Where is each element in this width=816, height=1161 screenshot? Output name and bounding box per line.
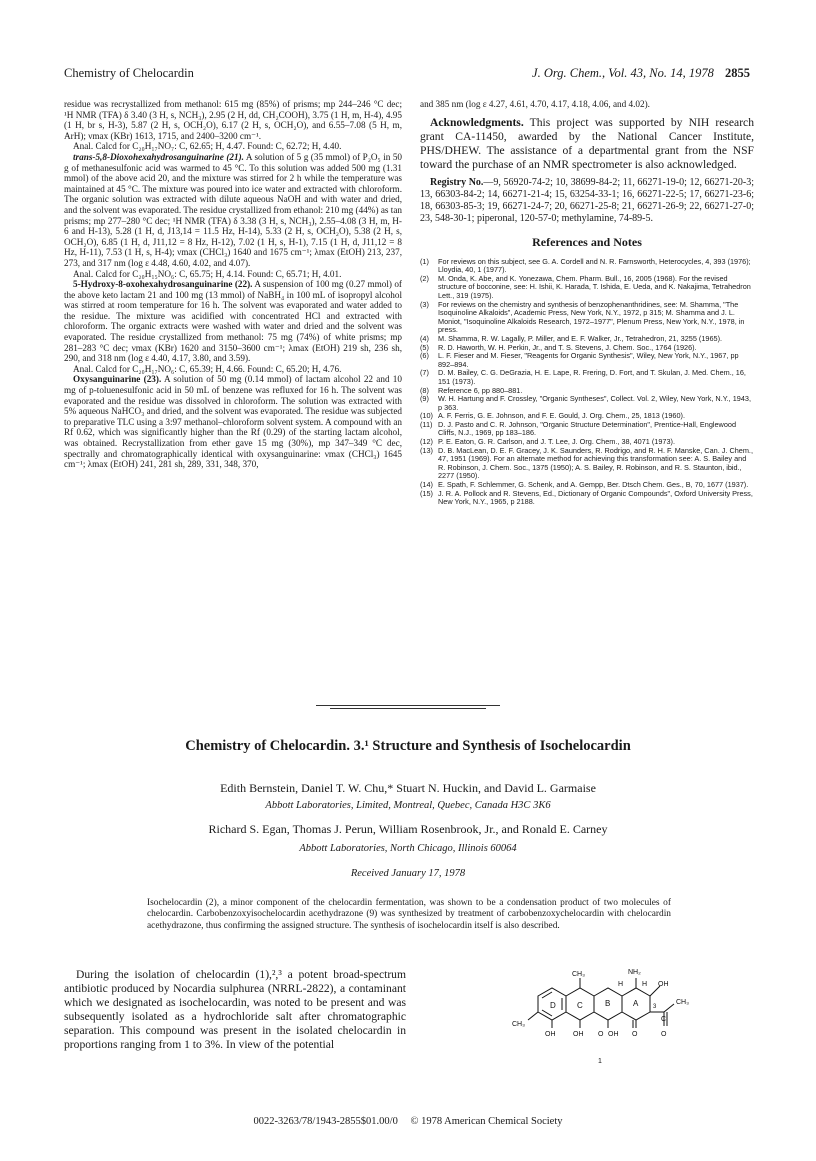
chelocardin-structure	[500, 966, 720, 1064]
compound-number: 1	[598, 1058, 602, 1064]
reference-text: M. Onda, K. Abe, and K. Yonezawa, Chem. Pharm. Bull., 16, 2005 (1968). For the revised structure of bocconine, see: H. Ishii, K. Harada, T. Ishida, E. Ueda, and K. Nakajima, Tetrahedron Lett., 319 (1975).	[438, 273, 751, 300]
author-list: Richard S. Egan, Thomas J. Perun, William Rosenbrook, Jr., and Ronald E. Carney	[208, 822, 608, 836]
reference-text: D. B. MacLean, D. E. F. Gracey, J. K. Saunders, R. Rodrigo, and R. H. F. Manske, Can. J. Chem., 47, 1951 (1969). For an alternate method for achieving this transformation see: A. S. Bailey and R. Robinson, J. Chem. Soc., 1375 (1950); A. S. Bailey, R. Robinson, and R. S. Staunton, ibid., 2277 (1950).	[438, 445, 753, 481]
ring-label: D	[550, 1001, 556, 1010]
reference-text: For reviews on this subject, see G. A. Cordell and N. R. Farnsworth, Heterocycles, 4, 393 (1976); Lloydia, 40, 1 (1977).	[438, 256, 751, 275]
o-label: O	[661, 1031, 667, 1038]
analysis-paragraph: Anal. Calcd for C₂₀H₁₇NO₇: C, 62.65; H, 4.47. Found: C, 62.72; H, 4.40.	[73, 141, 342, 152]
reference-text: W. H. Hartung and F. Crossley, "Organic Syntheses", Collect. Vol. 2, Wiley, New York, N.Y., 1943, p 363.	[438, 394, 751, 412]
reference-item	[420, 258, 754, 275]
reference-text: Reference 6, pp 880–881.	[438, 385, 523, 395]
reference-number: (14)	[420, 480, 433, 490]
reference-text: D. M. Bailey, C. G. DeGrazia, H. E. Lape, R. Frering, D. Fort, and T. Skulan, J. Med. Chem., 16, 151 (1973).	[438, 368, 746, 386]
reference-number: (11)	[420, 419, 433, 429]
reference-item	[420, 421, 754, 438]
analysis-paragraph: Anal. Calcd for C₂₀H₁₇NO₆: C, 65.39; H, 4.66. Found: C, 65.20; H, 4.76.	[73, 363, 342, 374]
reference-number: (1)	[420, 256, 429, 266]
acknowledgments-heading: Acknowledgments.	[430, 115, 524, 129]
reference-item	[420, 490, 754, 507]
ring-label: B	[605, 999, 611, 1008]
oh-label: OH	[658, 981, 669, 988]
reference-text: A. F. Ferris, G. E. Johnson, and F. E. Gould, J. Org. Chem., 25, 1813 (1960).	[438, 411, 685, 421]
right-column	[420, 99, 754, 507]
experimental-paragraph: Oxysanguinarine (23). A solution of 50 mg (0.14 mmol) of lactam alcohol 22 and 10 mg of p-toluenesulfonic acid in 50 mL of benzene was refluxed for 16 h. The solvent was evaporated and the residue was dissolved in chloroform. The solution was extracted with 5% aqueous NaHCO₃ and dried, and the solvent was evaporated. The residue was subjected to preparative TLC using a 3:97 methanol–chloroform solvent system. A compound with an Rf 0.62, which was significantly higher than the Rf (0.29) of the starting lactam alcohol, was obtained. Recrystallization from ether gave 15 mg (30%), mp 347–349 °C dec, spectrally and chromatographically identical with oxysanguinarine: νmax (CHCl₃) 1645 cm⁻¹; λmax (EtOH) 241, 281 sh, 289, 331, 348, 370,	[64, 374, 402, 470]
experimental-paragraph: residue was recrystallized from methanol: 615 mg (85%) of prisms; mp 244–246 °C dec; ¹H NMR (TFA) δ 3.40 (3 H, s, NCH₃), 2.95 (2 H, dd, CH₂COOH), 3.75 (1 H, m, H-4), 4.95 (1 H, br s, H-3), 5.87 (2 H, s, OCH₂O), 6.17 (2 H, s, OCH₂O), and 6.55–7.08 (5 H, m, ArH); νmax (KBr) 1613, 1715, and 2400–3200 cm⁻¹.	[64, 99, 402, 141]
reference-number: (6)	[420, 351, 429, 361]
reference-item	[420, 369, 754, 386]
ring-label: C	[577, 1001, 583, 1010]
oh-label: OH	[573, 1031, 584, 1038]
reference-number: (13)	[420, 445, 433, 455]
reference-text: For reviews on the chemistry and synthesis of benzophenanthridines, see: M. Shamma, "The Isoquinoline Alkaloids", Academic Press, New York, N.Y., 1972, p 315; M. Shamma and J. L. Moniot, "Isoquinoline Alkaloids Research, 1972–1977", Plenum Press, New York, N.Y., 1978, in press.	[438, 299, 745, 335]
reference-text: J. R. A. Pollock and R. Stevens, Ed., Dictionary of Organic Compounds", Oxford University Press, New York, N.Y., 1965, p 2188.	[438, 488, 753, 507]
running-header-right	[532, 66, 750, 81]
nh2-label: NH₂	[628, 969, 641, 976]
introduction-paragraph: During the isolation of chelocardin (1),²,³ a potent broad-spectrum antibiotic produced by Nocardia sulphurea (NRRL-2822), a contaminant which we designated as isochelocardin, was noted to be present and was subsequently isolated as a hydrochloride salt after chromatographic separation. This compound was present in the isolated chelocardin in proportions ranging from 1 to 3%. In view of the potential	[64, 968, 406, 1051]
reference-item	[420, 275, 754, 301]
page-number: 2855	[725, 66, 750, 80]
reference-text: L. F. Fieser and M. Fieser, "Reagents for Organic Synthesis", Wiley, New York, N.Y., 1967, pp 892–894.	[438, 351, 739, 369]
reference-number: (5)	[420, 342, 429, 352]
position-label: 3	[653, 1004, 657, 1010]
running-header-left: Chemistry of Chelocardin	[64, 66, 194, 80]
ch3-label: CH₃	[512, 1021, 525, 1028]
ring-label: A	[633, 999, 639, 1008]
experimental-paragraph: 5-Hydroxy-8-oxohexahydrosanguinarine (22). A suspension of 100 mg (0.27 mmol) of the above keto lactam 21 and 100 mg (13 mmol) of NaBH₄ in 100 mL of isopropyl alcohol was stirred at room temperature for 16 h. The solvent was evaporated and water added to the residue. The mixture was acidified with concentrated HCl and extracted with chloroform. The organic extracts were washed with water and dried and the solvent was evaporated. The residue crystallized from methanol: 75 mg (74%) of white prisms; mp 281–283 °C dec; νmax (KBr) 1620 and 3150–3600 cm⁻¹; λmax (EtOH) 219 sh, 236 sh, 290, and 318 nm (log ε 4.40, 4.17, 3.80, and 3.59).	[64, 279, 402, 364]
reference-number: (8)	[420, 385, 429, 395]
registry-heading: Registry No.	[430, 176, 484, 188]
journal-citation: J. Org. Chem., Vol. 43, No. 14, 1978	[532, 66, 714, 80]
h-label: H	[618, 981, 624, 988]
h-label: H	[642, 981, 648, 988]
compound-heading: 5-Hydroxy-8-oxohexahydrosanguinarine (22).	[73, 279, 253, 290]
reference-text: R. D. Haworth, W. H. Perkin, Jr., and T. S. Stevens, J. Chem. Soc., 1764 (1926).	[438, 342, 697, 352]
ch3-label: CH₃	[676, 999, 689, 1006]
experimental-paragraph: trans-5,8-Dioxohexahydrosanguinarine (21). A solution of 5 g (35 mmol) of P₂O₅ in 50 g of methanesulfonic acid was warmed to 45 °C. To this solution was added 500 mg (1.31 mmol) of the above acid 20, and the mixture was stirred for 2 h while the temperature was maintained at 45 °C. The mixture was poured into ice water and extracted with chloroform. The organic solution was extracted with dilute aqueous NaOH and with water and dried, and the solvent was evaporated. The residue crystallized from ethanol: 210 mg (44%) as tan prisms; mp 277–280 °C dec; ¹H NMR (TFA) δ 3.38 (3 H, s, NCH₃), 2.55–4.08 (3 H, m, H-6 and H-13), 5.28 (1 H, d, J13,14 = 11.5 Hz, H-14), 5.33 (2 H, s, OCH₂O), 5.38 (2 H, s, OCH₂O), 6.85 (1 H, d, J11,12 = 8 Hz, H-12), 7.02 (1 H, s, H-1), 7.15 (1 H, d, J11,12 = 8 Hz, H-11), 7.53 (1 H, s, H-4); νmax (CHCl₃) 1640 and 1675 cm⁻¹; λmax (EtOH) 213, 237, 273, and 317 nm (log ε 4.48, 4.60, 4.02, and 4.07).	[64, 151, 403, 268]
reference-text: E. Spath, F. Schlemmer, G. Schenk, and A. Gempp, Ber. Dtsch Chem. Ges., B, 70, 1677 (1937).	[438, 480, 749, 490]
ch3-label: CH₃	[572, 971, 585, 978]
author-list: Edith Bernstein, Daniel T. W. Chu,* Stuart N. Huckin, and David L. Garmaise	[220, 781, 596, 795]
compound-heading: trans-5,8-Dioxohexahydrosanguinarine (21).	[73, 151, 244, 162]
reference-number: (2)	[420, 273, 429, 283]
left-column	[64, 99, 402, 470]
reference-number: (15)	[420, 488, 433, 498]
reference-text: M. Shamma, R. W. Lagally, P. Miller, and E. F. Walker, Jr., Tetrahedron, 21, 3255 (1965).	[438, 333, 723, 343]
references-list	[420, 258, 754, 507]
continuation-text: and 385 nm (log ε 4.27, 4.61, 4.70, 4.17, 4.18, 4.06, and 4.02).	[420, 99, 650, 109]
analysis-paragraph: Anal. Calcd for C₂₀H₁₅NO₆: C, 65.75; H, 4.14. Found: C, 65.71; H, 4.01.	[73, 268, 342, 279]
reference-text: P. E. Eaton, G. R. Carlson, and J. T. Lee, J. Org. Chem., 38, 4071 (1973).	[438, 437, 676, 447]
article-title: Chemistry of Chelocardin. 3.¹ Structure and Synthesis of Isochelocardin	[185, 738, 631, 754]
reference-text: D. J. Pasto and C. R. Johnson, "Organic Structure Determination", Prentice-Hall, Englewood Cliffs, N.J., 1969, pp 183–186.	[438, 419, 737, 438]
footer-code: 0022-3263/78/1943-2855$01.00/0	[253, 1116, 398, 1127]
reference-item	[420, 395, 754, 412]
reference-number: (9)	[420, 394, 429, 404]
reference-number: (7)	[420, 368, 429, 378]
reference-number: (3)	[420, 299, 429, 309]
reference-item	[420, 447, 754, 481]
affiliation: Abbott Laboratories, Limited, Montreal, Quebec, Canada H3C 3K6	[265, 800, 551, 811]
footer	[0, 1116, 816, 1127]
divider	[316, 705, 500, 706]
acknowledgments: Acknowledgments. This project was supported by NIH research grant CA-11450, awarded by the National Cancer Institute, PHS/DHEW. The assistance of a departmental grant from the NSF toward the purchase of an NMR spectrometer is also acknowledged.	[420, 115, 754, 171]
oh-label: OH	[545, 1031, 556, 1038]
oh-label: OH	[608, 1031, 619, 1038]
o-label: O	[632, 1031, 638, 1038]
footer-copyright: © 1978 American Chemical Society	[410, 1116, 563, 1127]
compound-heading: Oxysanguinarine (23).	[73, 374, 162, 385]
reference-number: (4)	[420, 333, 429, 343]
references-heading: References and Notes	[532, 234, 642, 249]
registry-numbers: Registry No.—9, 56920-74-2; 10, 38699-84-2; 11, 66271-19-0; 12, 66271-20-3; 13, 66303-84-2; 14, 66271-21-4; 15, 63254-33-1; 16, 66271-22-5; 17, 66271-23-6; 18, 66303-85-3; 19, 66271-24-7; 20, 66271-25-8; 21, 66271-26-9; 22, 66271-27-0; 23, 548-30-1; piperonal, 120-57-0; methylamine, 74-89-5.	[420, 176, 754, 224]
reference-item	[420, 301, 754, 335]
abstract: Isochelocardin (2), a minor component of the chelocardin fermentation, was shown to be a condensation product of two molecules of chelocardin. Carbobenzoxyisochelocardin acethydrazone (9) was synthesized by treatment of carbobenzoxychelocardin with chelocardin acethydrazone, thus confirming the assigned structure. The synthesis of isochelocardin itself is also described.	[147, 898, 671, 931]
reference-number: (12)	[420, 437, 433, 447]
reference-number: (10)	[420, 411, 433, 421]
o-label: O	[598, 1031, 604, 1038]
received-date: Received January 17, 1978	[350, 868, 466, 879]
reference-item	[420, 352, 754, 369]
affiliation: Abbott Laboratories, North Chicago, Illinois 60064	[299, 843, 517, 854]
divider	[330, 708, 486, 709]
c-label: C	[661, 1016, 667, 1023]
